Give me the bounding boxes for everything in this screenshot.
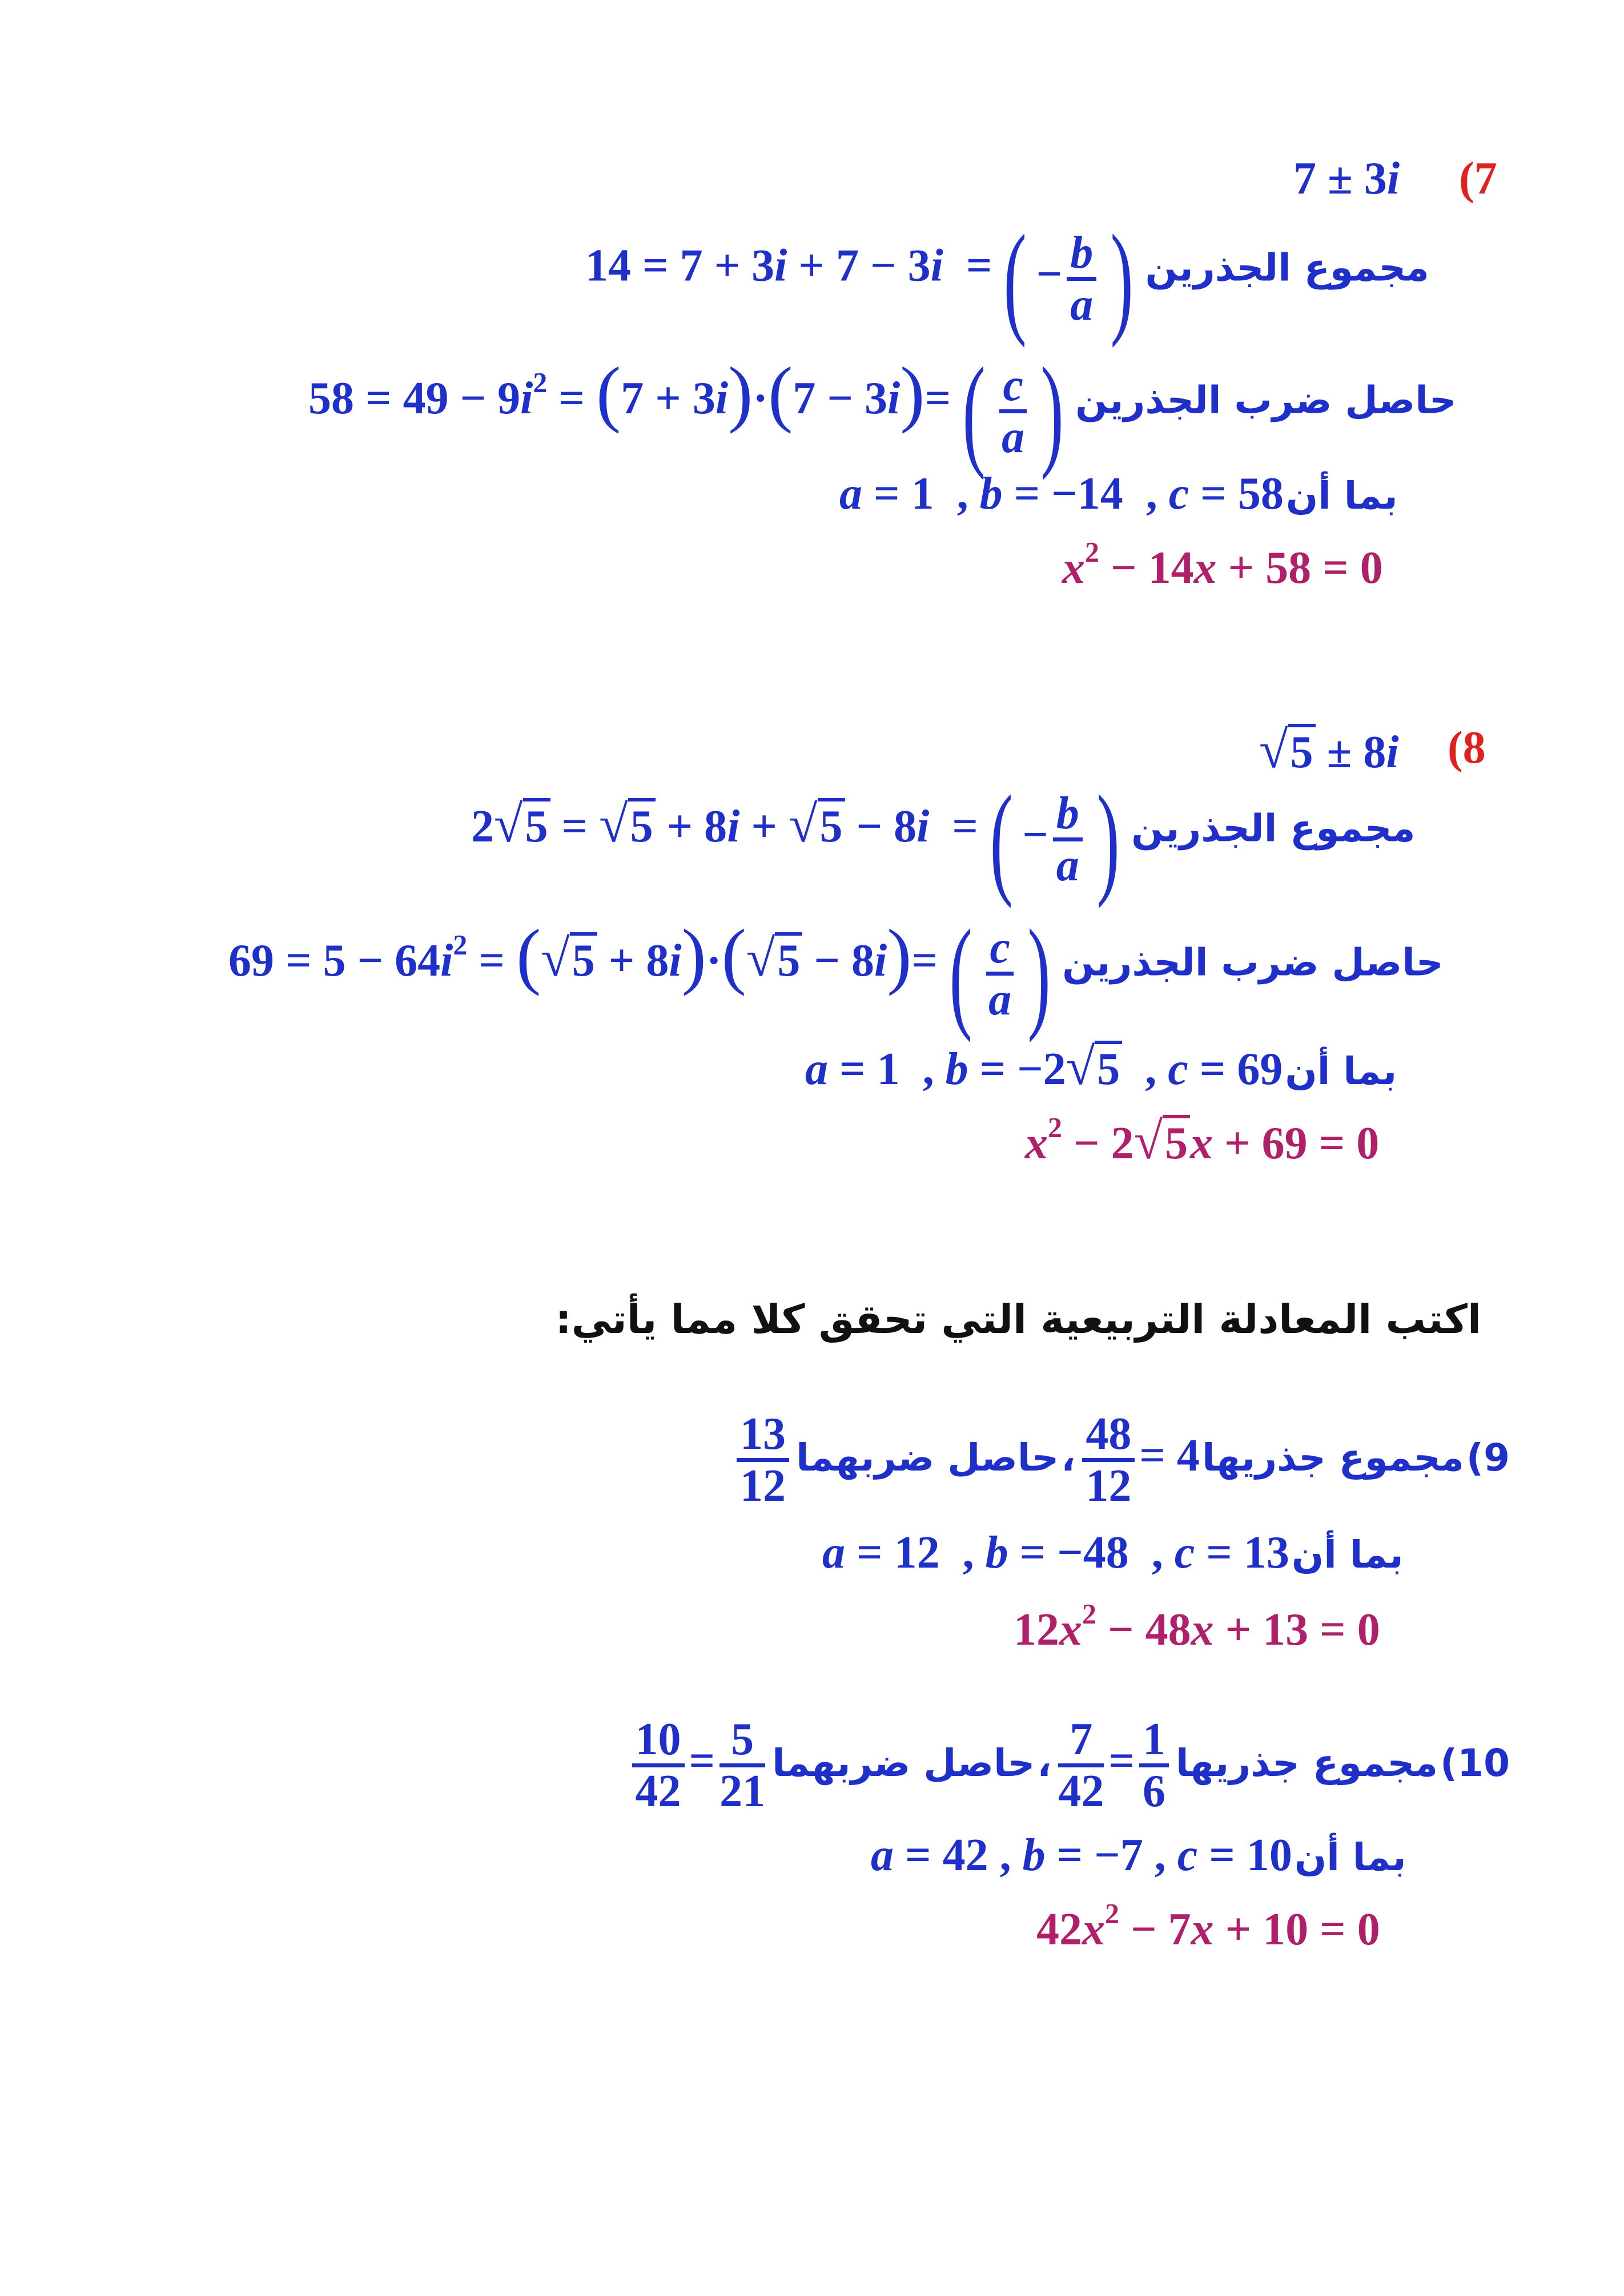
problem-8-number: (8 [1448,723,1486,773]
exercise-9-coefficients-line [822,1527,1404,1579]
problem-7-sum-expr: 14 = 7 + 3i + 7 − 3i = [585,240,992,291]
problem-8-coefficients: a = 1 , b = −2√5 , c = 69 [805,1037,1283,1095]
instruction-heading: اكتب المعادلة التربيعية التي تحقق كلا مما يأتي: [555,1296,1481,1343]
problem-8-sum-label: مجموع الجذرين [1131,806,1416,851]
exercise-10-since-label: بما أن [1294,1835,1406,1879]
exercise-10-number: 10) [1440,1741,1510,1785]
exercise-9-product-value: $\frac{13}{12}$ [732,1431,794,1481]
problem-8-coefficients-line [805,1036,1397,1097]
problem-8-equation: $x^2 - 2√5x + 69 = 0$ [1025,1111,1380,1170]
problem-8-product-result: $69 = 5 - 64i^2 = (√5 + 8i)\cdot(√5 - 8i)=$ [228,914,938,997]
problem-7-equation: $x^2 - 14x + 58 = 0$ [1062,535,1383,593]
exercise-9-separator: ، [1061,1435,1076,1480]
problem-8-product-line: $69 = 5 - 64i^2 = (√5 + 8i)\cdot(√5 - 8i)=$ ( $\frac{c}{a}$ ) حاصل ضرب الجذرين [228,904,1444,1043]
problem-7-since-label: بما أن [1285,474,1398,518]
problem-7-roots: 7 ± 3i [1293,154,1400,204]
exercise-10-coefficients-line [871,1830,1406,1882]
exercise-9-product-label: حاصل ضربهما [796,1435,1059,1480]
exercise-10-product-value: $\frac{10}{42}$ = $\frac{5}{21}$ [628,1736,770,1786]
problem-8-product-label: حاصل ضرب الجذرين [1062,940,1444,985]
exercise-9-coefficients: a = 12 , b = −48 , c = 13 [822,1528,1289,1578]
exercise-10-sum-label: مجموع جذريها [1176,1741,1438,1785]
problem-8-sum-expr: 2√5 = √5 + 8i + √5 − 8i = [471,794,978,853]
problem-7-sum-label: مجموع الجذرين [1145,245,1429,290]
problem-8-since-label: بما أن [1285,1049,1397,1093]
exercise-9-line [732,1410,1510,1510]
exercise-10-separator: ، [1037,1741,1052,1785]
exercise-10-sum-value: $\frac{7}{42}$ = $\frac{1}{6}$ [1054,1736,1173,1786]
exercise-10-equation: $42x^2 - 7x + 10 = 0$ [1036,1897,1380,1955]
exercise-9-number: 9) [1466,1435,1510,1480]
problem-8-sum-line: 2√5 = √5 + 8i + √5 − 8i = ( − $\frac{b}{a}$ ) مجموع الجذرين [471,770,1416,909]
exercise-10-coefficients: a = 42 , b = −7 , c = 10 [871,1830,1292,1880]
exercise-10-line [628,1715,1510,1815]
problem-7-product-line: $58 = 49 - 9i^2 = (7 + 3i)\cdot(7 - 3i)=$ ( $\frac{c}{a}$ ) حاصل ضرب الجذرين [308,341,1457,481]
problem-7-product-label: حاصل ضرب الجذرين [1075,378,1457,422]
exercise-10-product-label: حاصل ضربهما [772,1741,1035,1785]
exercise-9-since-label: بما أن [1291,1533,1404,1577]
problem-7-number: (7 [1459,154,1497,204]
problem-7-coefficients: a = 1 , b = −14 , c = 58 [839,469,1284,519]
problem-7-coefficients-line [839,468,1398,520]
exercise-9-equation: $12x^2 - 48x + 13 = 0$ [1014,1597,1380,1655]
problem-7-product-result: $58 = 49 - 9i^2 = (7 + 3i)\cdot(7 - 3i)=$ [308,352,951,434]
exercise-9-sum-value: $\frac{48}{12}$ = 4 [1078,1431,1200,1481]
problem-8-roots: √5 ± 8i [1259,720,1399,779]
exercise-9-sum-label: مجموع جذريها [1201,1435,1464,1480]
problem-7-sum-line: 14 = 7 + 3i + 7 − 3i = ( − $\frac{b}{a}$ ) مجموع الجذرين [585,209,1429,348]
